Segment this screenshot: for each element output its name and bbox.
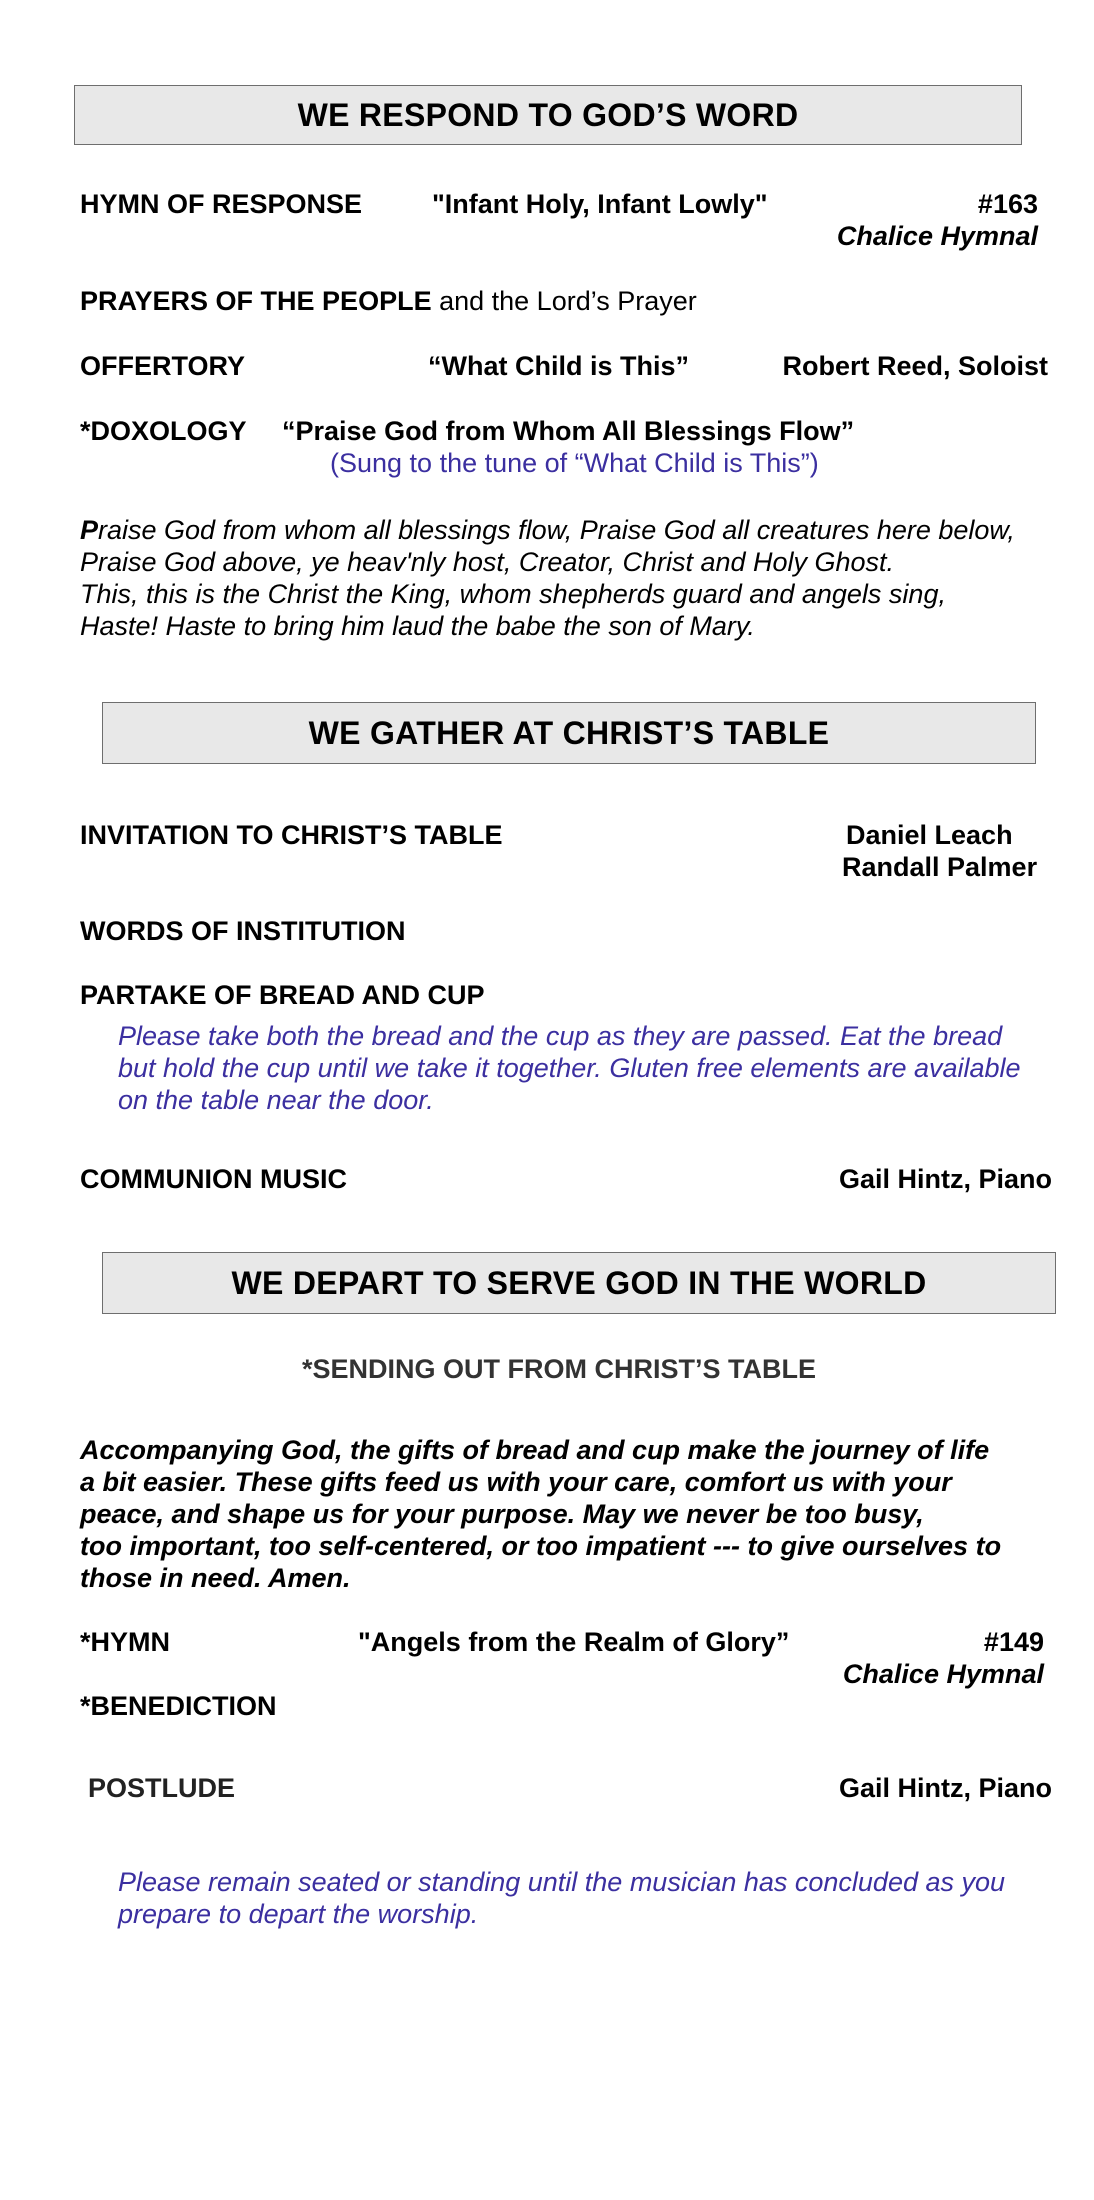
communion-music-performer: Gail Hintz, Piano (838, 1164, 1052, 1194)
drop-letter: P (80, 515, 99, 545)
hymn-title: "Angels from the Realm of Glory” (358, 1627, 790, 1657)
benediction-label: *BENEDICTION (80, 1691, 277, 1721)
partake-label: PARTAKE OF BREAD AND CUP (80, 980, 485, 1010)
partake-instructions (118, 1020, 1021, 1116)
prayers-of-the-people (80, 286, 697, 317)
words-of-institution: WORDS OF INSTITUTION (80, 916, 406, 946)
closing-instructions (118, 1866, 1005, 1930)
section-header-gather (102, 702, 1036, 764)
section-title: WE GATHER AT CHRIST’S TABLE (308, 714, 830, 751)
hymnal-name: Chalice Hymnal (842, 1659, 1044, 1689)
doxology-text (80, 514, 1015, 642)
hymn-number: #149 (983, 1627, 1044, 1657)
postlude-label: POSTLUDE (88, 1773, 236, 1803)
sending-out-heading: *SENDING OUT FROM CHRIST’S TABLE (302, 1354, 817, 1384)
invitation-label: INVITATION TO CHRIST’S TABLE (80, 820, 503, 850)
doxology-line-4: Haste! Haste to bring him laud the babe the son of Mary. (80, 611, 755, 641)
invitation-presider-1: Daniel Leach (846, 820, 1013, 850)
section-title: WE RESPOND TO GOD’S WORD (297, 96, 799, 133)
doxology-tune-note: (Sung to the tune of “What Child is This”) (330, 448, 819, 478)
doxology-line-1: Praise God from whom all blessings flow, Praise God all creatures here below, (80, 515, 1015, 545)
hymnal-name: Chalice Hymnal (836, 221, 1038, 251)
hymn-label: *HYMN (80, 1627, 171, 1657)
hymn-number: #163 (977, 189, 1038, 219)
prayer-line-5: those in need. Amen. (80, 1563, 351, 1593)
hymn-of-response-title: "Infant Holy, Infant Lowly" (432, 189, 768, 219)
doxology-line-2: Praise God above, ye heav'nly host, Creator, Christ and Holy Ghost. (80, 547, 895, 577)
prayer-line-4: too important, too self-centered, or too impatient --- to give ourselves to (80, 1531, 1002, 1561)
hymn-of-response-label: HYMN OF RESPONSE (80, 189, 363, 219)
prayer-line-1: Accompanying God, the gifts of bread and cup make the journey of life (80, 1435, 990, 1465)
section-title: WE DEPART TO SERVE GOD IN THE WORLD (231, 1264, 927, 1301)
prayer-line-2: a bit easier. These gifts feed us with your care, comfort us with your (80, 1467, 952, 1497)
partake-line-2: but hold the cup until we take it together. Gluten free elements are available (118, 1053, 1021, 1083)
prayers-label: PRAYERS OF THE PEOPLE (80, 286, 432, 316)
section-header-respond (74, 85, 1022, 145)
prayers-rest: and the Lord’s Prayer (431, 286, 697, 316)
offertory-title: “What Child is This” (428, 351, 689, 381)
offertory-performer: Robert Reed, Soloist (782, 351, 1048, 381)
closing-line-1: Please remain seated or standing until the musician has concluded as you (118, 1867, 1006, 1897)
closing-line-2: prepare to depart the worship. (118, 1899, 479, 1929)
prayer-line-3: peace, and shape us for your purpose. May we never be too busy, (80, 1499, 924, 1529)
partake-line-1: Please take both the bread and the cup as they are passed. Eat the bread (118, 1021, 1003, 1051)
communion-music-label: COMMUNION MUSIC (80, 1164, 347, 1194)
sending-prayer (80, 1434, 1001, 1594)
invitation-presider-2: Randall Palmer (842, 852, 1038, 882)
doxology-line-3: This, this is the Christ the King, whom shepherds guard and angels sing, (80, 579, 946, 609)
postlude-performer: Gail Hintz, Piano (838, 1773, 1052, 1803)
doxology-label: *DOXOLOGY (80, 416, 247, 446)
section-header-depart (102, 1252, 1056, 1314)
offertory-label: OFFERTORY (80, 351, 246, 381)
doxology-title: “Praise God from Whom All Blessings Flow” (282, 416, 855, 446)
partake-line-3: on the table near the door. (118, 1085, 434, 1115)
